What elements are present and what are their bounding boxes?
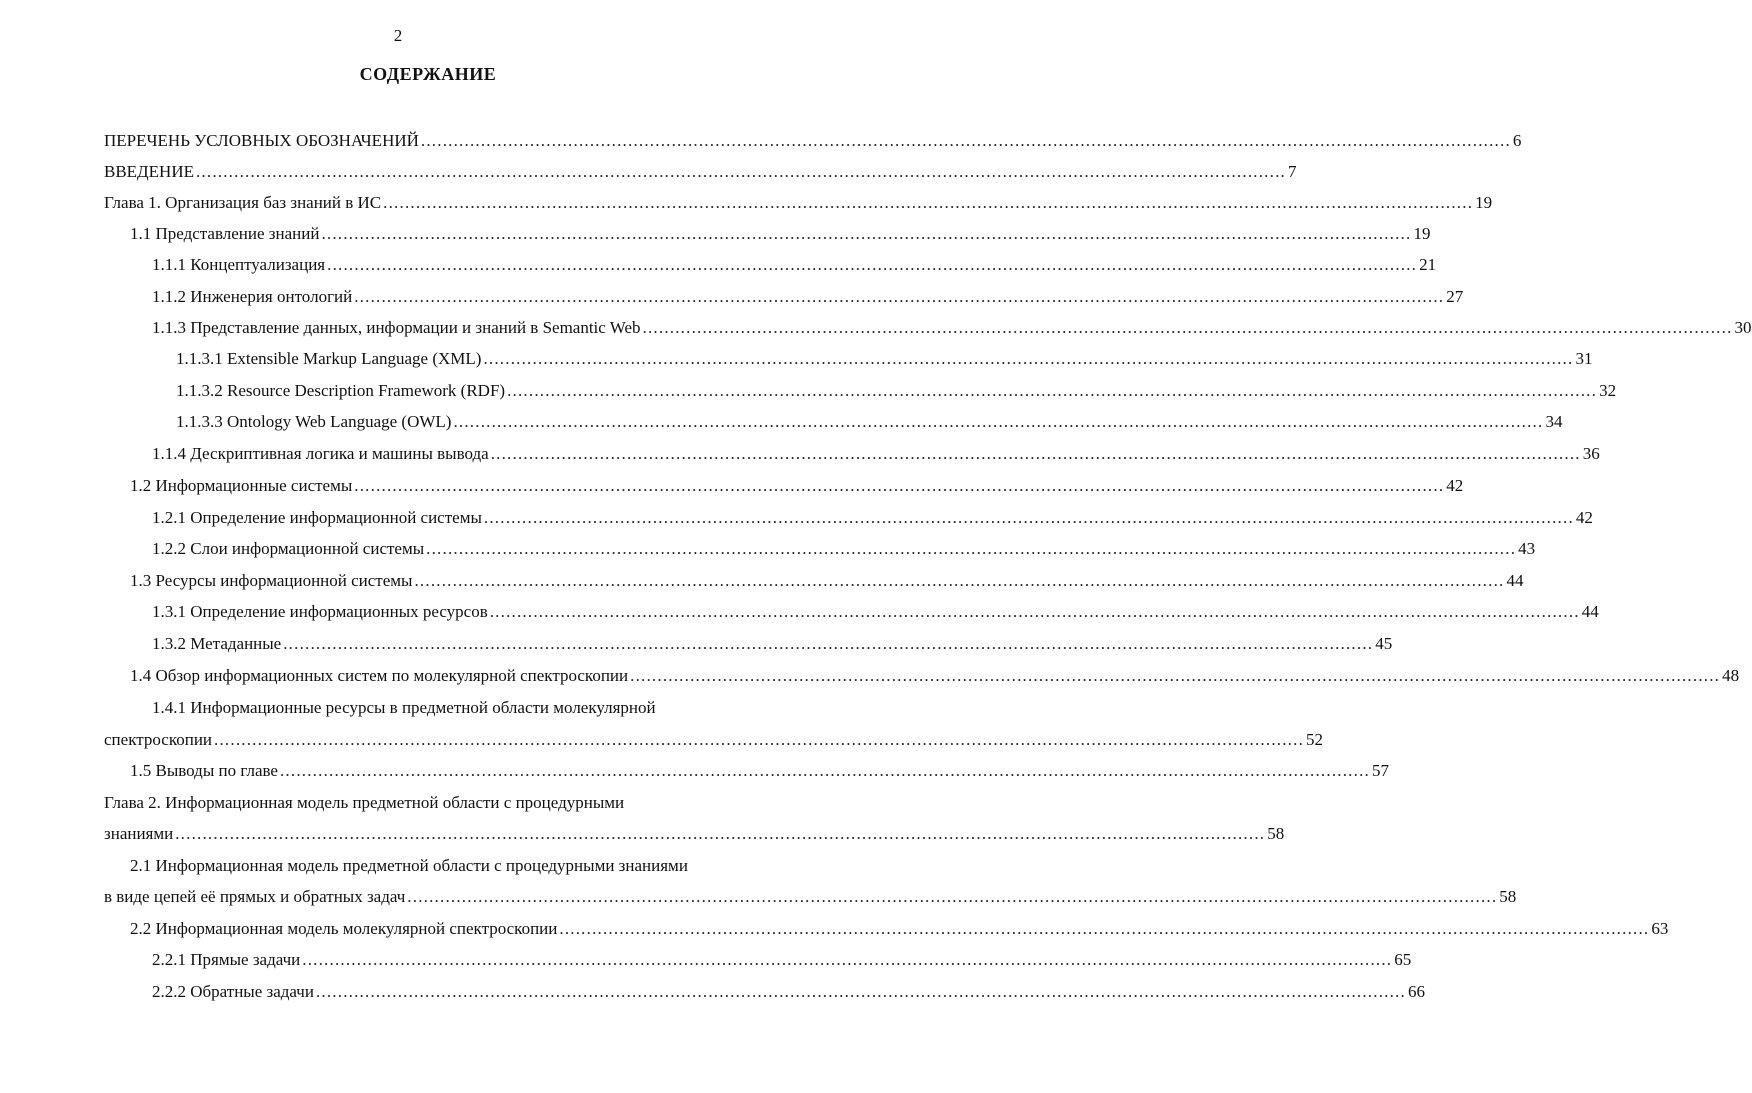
toc-entry-page: 19 xyxy=(1413,224,1431,243)
toc-entry-page: 44 xyxy=(1581,602,1599,621)
toc-entry: ВВЕДЕНИЕ ........................................................................................................................................................................................................ 7 xyxy=(0,156,796,187)
toc-entry-label: 1.1.3.3 Ontology Web Language (OWL) xyxy=(176,412,452,431)
toc-entry-page: 45 xyxy=(1375,634,1393,653)
toc-entry-label: Глава 1. Организация баз знаний в ИС xyxy=(104,193,382,212)
toc-entry: 1.3.2 Метаданные ........................................................................................................................................................................................................ 45 xyxy=(0,628,796,659)
toc-entry: 1.1.3 Представление данных, информации и знаний в Semantic Web ........................................................................................................................................................................................................ 30 xyxy=(0,312,796,343)
toc-entry: 2.2.1 Прямые задачи ........................................................................................................................................................................................................ 65 xyxy=(0,944,796,975)
toc-entry-page: 58 xyxy=(1499,887,1517,906)
toc-entry-label: спектроскопии xyxy=(104,730,213,749)
toc-entry-label: ВВЕДЕНИЕ xyxy=(104,162,194,181)
toc-entry-page: 27 xyxy=(1446,287,1464,306)
toc-entry-label: 1.2.2 Слои информационной системы xyxy=(152,539,425,558)
toc-entry-first-line xyxy=(0,692,796,723)
toc-entry: в виде цепей её прямых и обратных задач ........................................................................................................................................................................................................ 58 xyxy=(0,881,796,912)
toc-entry: 1.1.4 Дескриптивная логика и машины вывода ........................................................................................................................................................................................................ 36 xyxy=(0,438,796,469)
toc-entry-label: 2.2.2 Обратные задачи xyxy=(152,982,314,1001)
toc-entry: 1.1.1 Концептуализация ........................................................................................................................................................................................................ 21 xyxy=(0,249,796,280)
toc-entry-page: 32 xyxy=(1599,381,1617,400)
toc-entry-label: 1.1.3.1 Extensible Markup Language (XML) xyxy=(176,349,482,368)
toc-entry-page: 57 xyxy=(1371,761,1389,780)
toc-entry-label: в виде цепей её прямых и обратных задач xyxy=(104,887,406,906)
toc-entry-label: 1.4 Обзор информационных систем по молекулярной спектроскопии xyxy=(130,666,629,685)
toc-entry: 1.3.1 Определение информационных ресурсов ........................................................................................................................................................................................................ 44 xyxy=(0,596,796,627)
page-title: СОДЕРЖАНИЕ xyxy=(359,64,497,84)
toc-entry-page: 52 xyxy=(1306,730,1324,749)
toc-entry-label: 2.1 Информационная модель предметной области с процедурными знаниями xyxy=(130,856,688,875)
toc-entry: 1.2.1 Определение информационной системы ........................................................................................................................................................................................................ 42 xyxy=(0,502,796,533)
toc-entry-label: 1.1.2 Инженерия онтологий xyxy=(152,287,353,306)
toc-entry-label: 1.1 Представление знаний xyxy=(130,224,320,243)
toc-entry: 1.1.3.1 Extensible Markup Language (XML) ........................................................................................................................................................................................................ 31 xyxy=(0,343,796,374)
toc-entry: 1.1.3.3 Ontology Web Language (OWL) ........................................................................................................................................................................................................ 34 xyxy=(0,406,796,437)
toc-entry: 1.2 Информационные системы ........................................................................................................................................................................................................ 42 xyxy=(0,470,796,501)
toc-entry-page: 19 xyxy=(1475,193,1493,212)
toc-entry-first-line xyxy=(0,850,796,881)
toc-entry: 1.5 Выводы по главе ........................................................................................................................................................................................................ 57 xyxy=(0,755,796,786)
toc-entry-page: 63 xyxy=(1651,919,1669,938)
toc-entry: 2.2 Информационная модель молекулярной спектроскопии ........................................................................................................................................................................................................ 63 xyxy=(0,913,796,944)
toc-entry-label: 1.3 Ресурсы информационной системы xyxy=(130,571,413,590)
toc-entry-page: 66 xyxy=(1407,982,1425,1001)
toc-entry-page: 58 xyxy=(1267,824,1285,843)
toc-entry-page: 48 xyxy=(1722,666,1740,685)
toc-entry: знаниями ........................................................................................................................................................................................................ 58 xyxy=(0,818,796,849)
toc-entry: ПЕРЕЧЕНЬ УСЛОВНЫХ ОБОЗНАЧЕНИЙ ........................................................................................................................................................................................................ 6 xyxy=(0,125,796,156)
toc-entry: 1.2.2 Слои информационной системы ........................................................................................................................................................................................................ 43 xyxy=(0,533,796,564)
toc-entry-label: 1.1.3 Представление данных, информации и знаний в Semantic Web xyxy=(152,318,641,337)
toc-entry-page: 36 xyxy=(1582,444,1600,463)
toc-entry-label: 1.3.1 Определение информационных ресурсов xyxy=(152,602,488,621)
toc-entry-label: 1.2 Информационные системы xyxy=(130,476,353,495)
toc-entry-label: Глава 2. Информационная модель предметной области с процедурными xyxy=(104,793,625,812)
toc-entry: 1.4 Обзор информационных систем по молекулярной спектроскопии ........................................................................................................................................................................................................ 48 xyxy=(0,660,796,691)
toc-entry-label: ПЕРЕЧЕНЬ УСЛОВНЫХ ОБОЗНАЧЕНИЙ xyxy=(104,131,419,150)
toc-entry-label: 1.5 Выводы по главе xyxy=(130,761,278,780)
toc-entry-page: 7 xyxy=(1287,162,1297,181)
toc-entry-label: 1.1.4 Дескриптивная логика и машины вывода xyxy=(152,444,489,463)
toc-entry-page: 21 xyxy=(1419,255,1437,274)
toc-entry-page: 42 xyxy=(1446,476,1464,495)
toc-entry-label: 1.1.3.2 Resource Description Framework (RDF) xyxy=(176,381,506,400)
toc-entry-page: 30 xyxy=(1734,318,1752,337)
toc-entry: Глава 1. Организация баз знаний в ИС ........................................................................................................................................................................................................ 19 xyxy=(0,187,796,218)
toc-entry: спектроскопии ........................................................................................................................................................................................................ 52 xyxy=(0,724,796,755)
toc-entry-page: 44 xyxy=(1506,571,1524,590)
toc-entry: 1.1.3.2 Resource Description Framework (RDF) ........................................................................................................................................................................................................ 32 xyxy=(0,375,796,406)
toc-entry-label: знаниями xyxy=(104,824,174,843)
toc-entry-page: 31 xyxy=(1575,349,1593,368)
toc-entry-page: 6 xyxy=(1512,131,1522,150)
toc-entry-label: 1.4.1 Информационные ресурсы в предметной области молекулярной xyxy=(152,698,656,717)
toc-entry-label: 2.2.1 Прямые задачи xyxy=(152,950,301,969)
toc-entry-label: 1.2.1 Определение информационной системы xyxy=(152,508,482,527)
toc-entry-page: 43 xyxy=(1518,539,1536,558)
toc-entry: 2.2.2 Обратные задачи ........................................................................................................................................................................................................ 66 xyxy=(0,976,796,1007)
toc-entry-page: 42 xyxy=(1575,508,1593,527)
toc-entry-label: 1.3.2 Метаданные xyxy=(152,634,282,653)
page-number: 2 xyxy=(393,26,403,45)
toc-entry-first-line xyxy=(0,787,796,818)
toc-entry-label: 1.1.1 Концептуализация xyxy=(152,255,326,274)
toc-entry-page: 34 xyxy=(1545,412,1563,431)
toc-entry: 1.1 Представление знаний ........................................................................................................................................................................................................ 19 xyxy=(0,218,796,249)
toc-entry-page: 65 xyxy=(1394,950,1412,969)
toc-entry-label: 2.2 Информационная модель молекулярной спектроскопии xyxy=(130,919,558,938)
toc-entry: 1.3 Ресурсы информационной системы ........................................................................................................................................................................................................ 44 xyxy=(0,565,796,596)
toc-entry: 1.1.2 Инженерия онтологий ........................................................................................................................................................................................................ 27 xyxy=(0,281,796,312)
